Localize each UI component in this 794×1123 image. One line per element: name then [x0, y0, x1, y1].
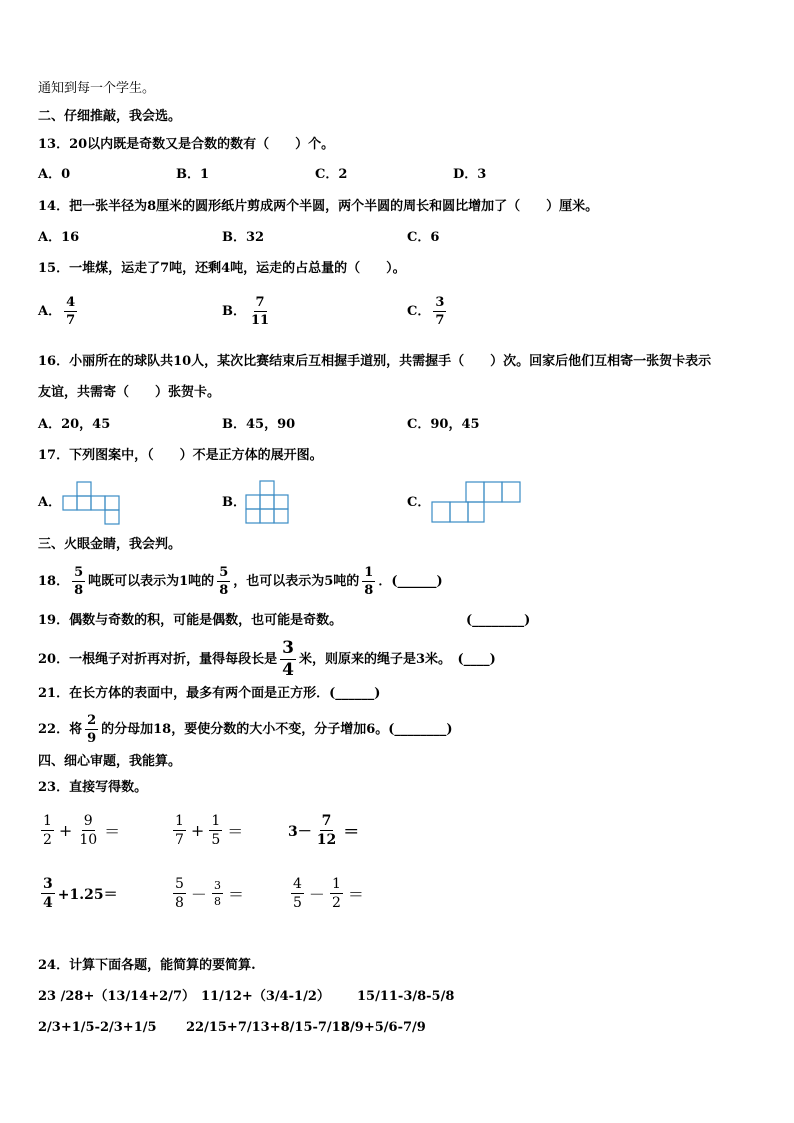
q15-option-a-fraction: $\frac{4}{7}$ — [66, 295, 76, 328]
q15-option-c[interactable] — [407, 296, 449, 327]
q15-option-a[interactable] — [38, 296, 80, 327]
q15-option-a-label: A． — [38, 303, 62, 319]
q23-expr-1: $\frac{1}{2}$ + $\frac{9}{10}$ ＝ — [43, 813, 121, 848]
section-heading-3: 三、火眼金睛，我会判。 — [38, 537, 182, 552]
q24-expr-3: 15/11-3/8-5/8 — [357, 989, 455, 1004]
q13-option-a[interactable]: A．0 — [38, 167, 71, 182]
intro-line: 通知到每一个学生。 — [38, 81, 156, 96]
q24-expr-2: 11/12+（3/4-1/2） — [201, 989, 330, 1004]
question-21: 21．在长方体的表面中，最多有两个面是正方形．(______) — [38, 686, 381, 701]
question-16-line1: 16．小丽所在的球队共10人，某次比赛结束后互相握手道别，共需握手（ ）次。回家后他们互相寄一张贺卡表示 — [38, 354, 712, 369]
q17-option-a[interactable]: A． — [38, 495, 62, 510]
question-14: 14．把一张半径为8厘米的圆形纸片剪成两个半圆，两个半圆的周长和圆比增加了（ ）厘米。 — [38, 199, 599, 214]
q14-option-b[interactable]: B．32 — [222, 230, 265, 245]
q23-expr-6: $\frac{4}{5}$ － $\frac{1}{2}$ ＝ — [293, 876, 364, 911]
q17-net-a-figure — [61, 481, 123, 526]
q23-expr-2: $\frac{1}{7}$ + $\frac{1}{5}$ ＝ — [175, 813, 244, 848]
q13-option-b[interactable]: B．1 — [176, 167, 210, 182]
question-22: 22．将 $\frac{2}{9}$ 的分母加18，要使分数的大小不变，分子增加6。(________) — [38, 713, 453, 746]
question-17: 17．下列图案中，（ ）不是正方体的展开图。 — [38, 448, 323, 463]
q23-expr-3: 3－ $\frac{7}{12}$ ＝ — [288, 813, 360, 848]
q23-expr-5: $\frac{5}{8}$ － $\frac{3}{8}$ ＝ — [175, 876, 244, 911]
q15-option-b-label: B． — [222, 303, 246, 319]
q16-option-b[interactable]: B．45，90 — [222, 417, 296, 432]
question-23: 23．直接写得数。 — [38, 780, 148, 795]
question-15: 15．一堆煤，运走了7吨，还剩4吨，运走的占总量的（ ）。 — [38, 261, 406, 276]
section-heading-2: 二、仔细推敲，我会选。 — [38, 109, 182, 124]
q23-expr-4: $\frac{3}{4}$ +1.25＝ — [43, 876, 118, 911]
question-18: 18． $\frac{5}{8}$ 吨既可以表示为1吨的 $\frac{5}{8}$ ，也可以表示为5吨的 $\frac{1}{8}$ ．(______) — [38, 565, 443, 598]
q14-option-c[interactable]: C．6 — [407, 230, 440, 245]
q15-option-c-label: C． — [407, 303, 431, 319]
q24-expr-6: 8/9+5/6-7/9 — [341, 1020, 426, 1035]
question-24: 24．计算下面各题，能简算的要简算. — [38, 958, 256, 973]
question-16-line2: 友谊，共需寄（ ）张贺卡。 — [38, 385, 221, 400]
q15-option-c-fraction: $\frac{3}{7}$ — [435, 295, 445, 328]
q13-option-d[interactable]: D．3 — [453, 167, 487, 182]
q16-option-a[interactable]: A．20，45 — [38, 417, 111, 432]
question-20: 20．一根绳子对折再对折，量得每段长是 $\frac{3}{4}$ 米，则原来的绳子是3米。 (____) — [38, 638, 496, 680]
q24-expr-4: 2/3+1/5-2/3+1/5 — [38, 1020, 157, 1035]
question-19: 19．偶数与奇数的积，可能是偶数，也可能是奇数。 — [38, 613, 343, 628]
section-heading-4: 四、细心审题，我能算。 — [38, 754, 182, 769]
q15-option-b-fraction: $\frac{7}{11}$ — [251, 295, 270, 328]
q17-option-b[interactable]: B． — [222, 495, 246, 510]
q19-answer-blank[interactable]: (________) — [466, 613, 531, 628]
question-13: 13．20以内既是奇数又是合数的数有（ ）个。 — [38, 137, 335, 152]
q15-option-b[interactable] — [222, 296, 274, 327]
q17-net-b-figure — [244, 480, 294, 526]
q17-net-c-figure — [430, 480, 524, 526]
q24-expr-5: 22/15+7/13+8/15-7/13 — [186, 1020, 350, 1035]
q16-option-c[interactable]: C．90，45 — [407, 417, 480, 432]
q17-option-c[interactable]: C． — [407, 495, 431, 510]
q24-expr-1: 23 /28+（13/14+2/7） — [38, 989, 196, 1004]
q14-option-a[interactable]: A．16 — [38, 230, 80, 245]
q13-option-c[interactable]: C．2 — [315, 167, 348, 182]
